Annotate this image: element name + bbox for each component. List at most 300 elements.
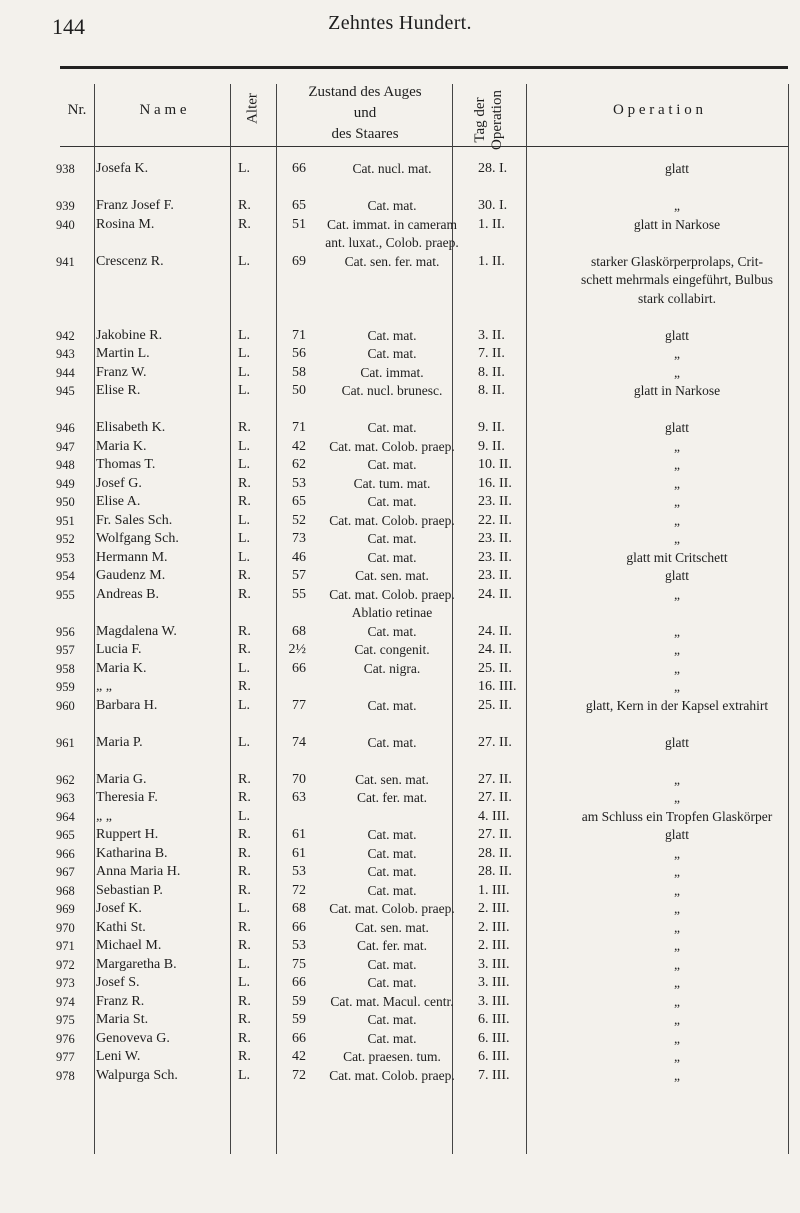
patient-age (256, 290, 306, 309)
case-number: 977 (56, 1050, 75, 1064)
eye-condition (306, 808, 478, 827)
patient-age: 58 (292, 364, 306, 380)
patient-age: 65 (292, 494, 306, 509)
operation-note: glatt, Kern in der Kapsel extrahirt (585, 697, 769, 713)
table-row (56, 974, 796, 993)
operation-date: 6. III. (478, 1012, 510, 1027)
operation-date: 23. II. (478, 531, 512, 546)
table-row (56, 456, 796, 475)
eye-side: L. (238, 438, 251, 454)
patient-name: Andreas B. (96, 586, 159, 602)
patient-name: Leni W. (96, 1049, 141, 1064)
patient-name: „ „ (96, 679, 112, 694)
table-row (56, 290, 796, 309)
header-nr: Nr. (67, 102, 87, 118)
operation-date: 8. II. (478, 383, 505, 398)
case-number: 960 (56, 698, 75, 713)
operation-note: „ (674, 771, 680, 787)
row-gap (56, 752, 796, 771)
eye-side: R. (238, 882, 251, 898)
operation-date: 27. II. (478, 827, 512, 842)
operation-note: glatt in Narkose (633, 383, 721, 398)
patient-age: 63 (292, 790, 306, 805)
eye-condition: Cat. mat. (367, 346, 417, 361)
eye-side (238, 604, 256, 623)
patient-name: Franz R. (96, 993, 145, 1009)
operation-date: 16. II. (478, 475, 512, 491)
eye-side: R. (238, 475, 251, 491)
operation-date (478, 234, 558, 253)
operation-date: 2. III. (478, 938, 510, 953)
table-row (56, 697, 796, 716)
operation-date: 3. III. (478, 956, 510, 972)
eye-condition: Cat. nigra. (363, 660, 421, 676)
operation-note: „ (674, 586, 680, 602)
patient-age: 71 (292, 420, 306, 435)
patient-name: Margaretha B. (96, 956, 177, 972)
patient-name: Magdalena W. (96, 623, 177, 639)
eye-condition: Cat. mat. (367, 549, 417, 565)
patient-age: 71 (292, 327, 306, 343)
operation-note: glatt (665, 734, 689, 750)
table-row (56, 345, 796, 364)
page-number: 144 (52, 14, 85, 39)
operation-date (478, 604, 558, 623)
eye-side: L. (238, 253, 251, 269)
case-number (56, 234, 96, 253)
eye-condition: Cat. mat. (367, 956, 417, 972)
eye-condition: Cat. mat. (367, 198, 417, 213)
operation-note: „ (674, 901, 680, 916)
operation-date: 3. III. (478, 993, 510, 1009)
operation-date: 6. III. (478, 1049, 510, 1064)
case-number: 976 (56, 1031, 75, 1046)
patient-age: 66 (292, 1030, 306, 1046)
eye-side: R. (238, 642, 251, 657)
table-row (56, 1011, 796, 1030)
operation-date: 24. II. (478, 623, 512, 639)
table-row (56, 1067, 796, 1086)
operation-note: „ (674, 956, 680, 972)
case-number: 974 (56, 994, 75, 1009)
patient-name: Katharina B. (96, 845, 168, 861)
header-rule (60, 146, 788, 147)
eye-side (238, 234, 256, 253)
table-row (56, 160, 796, 179)
patient-age: 56 (292, 346, 306, 361)
eye-condition: Cat. mat. (367, 1012, 417, 1027)
eye-side: L. (238, 734, 251, 750)
patient-age: 2½ (288, 642, 306, 657)
patient-age (256, 271, 306, 290)
case-number: 952 (56, 532, 75, 546)
eye-condition: Cat. congenit. (354, 642, 430, 657)
patient-name: Anna Maria H. (96, 864, 181, 879)
operation-note: glatt (665, 327, 689, 343)
eye-side: R. (238, 679, 251, 694)
case-number: 966 (56, 846, 75, 861)
table-row (56, 1030, 796, 1049)
patient-age: 52 (292, 512, 306, 528)
table-row (56, 863, 796, 882)
operation-date: 1. III. (478, 882, 510, 898)
patient-name: Ruppert H. (96, 827, 159, 842)
operation-note: glatt (665, 568, 689, 583)
row-gap (56, 715, 796, 734)
table-row (56, 604, 796, 623)
operation-date: 16. III. (478, 679, 517, 694)
table-row (56, 419, 796, 438)
eye-side: L. (238, 660, 251, 676)
operation-note: „ (674, 438, 680, 454)
row-gap (56, 401, 796, 420)
table-row (56, 530, 796, 549)
patient-name: Fr. Sales Sch. (96, 512, 173, 528)
patient-age (256, 604, 306, 623)
case-number: 973 (56, 976, 75, 990)
operation-note: „ (674, 919, 680, 935)
patient-name: Martin L. (96, 346, 150, 361)
operation-note: schett mehrmals eingeführt, Bulbus (581, 272, 773, 287)
table-row (56, 512, 796, 531)
eye-condition (306, 271, 478, 290)
eye-side: L. (238, 697, 251, 713)
case-number: 951 (56, 513, 75, 528)
patient-age: 61 (292, 827, 306, 842)
eye-side: L. (238, 901, 251, 916)
row-gap (56, 308, 796, 327)
eye-condition: Cat. nucl. brunesc. (341, 383, 443, 398)
operation-date: 22. II. (478, 512, 512, 528)
eye-side: R. (238, 216, 251, 232)
patient-name: Franz W. (96, 364, 147, 380)
eye-side: L. (238, 161, 251, 176)
eye-side (238, 290, 256, 309)
operation-date: 27. II. (478, 771, 512, 787)
operation-note: „ (674, 531, 680, 546)
case-number: 965 (56, 828, 75, 842)
patient-age: 72 (292, 1067, 306, 1083)
table-row (56, 937, 796, 956)
case-number: 944 (56, 365, 75, 380)
eye-side: L. (238, 327, 251, 343)
case-number (56, 604, 96, 623)
operation-date: 23. II. (478, 549, 512, 565)
table-row (56, 845, 796, 864)
operation-note: „ (674, 993, 680, 1009)
header-tag: Tag der Operation (472, 90, 505, 150)
operation-date (478, 271, 558, 290)
operation-date: 9. II. (478, 420, 505, 435)
case-number: 967 (56, 865, 75, 879)
top-rule (60, 66, 788, 69)
table-row (56, 234, 796, 253)
patient-name: Walpurga Sch. (96, 1067, 178, 1083)
eye-side: R. (238, 864, 251, 879)
operation-date: 1. II. (478, 216, 505, 232)
patient-age: 53 (292, 938, 306, 953)
case-number: 957 (56, 643, 75, 657)
patient-name: Maria St. (96, 1012, 149, 1027)
operation-date: 9. II. (478, 438, 505, 454)
operation-note: „ (674, 864, 680, 879)
patient-age: 74 (292, 734, 306, 750)
case-number: 978 (56, 1068, 75, 1083)
table-row (56, 771, 796, 790)
patient-age: 66 (292, 975, 306, 990)
case-number: 938 (56, 162, 75, 176)
case-number: 961 (56, 735, 75, 750)
case-number: 975 (56, 1013, 75, 1027)
case-number: 953 (56, 550, 75, 565)
header-name: N a m e (139, 102, 187, 118)
eye-condition: Cat. fer. mat. (356, 790, 428, 805)
operation-date: 24. II. (478, 642, 512, 657)
eye-condition: Cat. mat. Colob. praep. (329, 586, 455, 602)
operation-date: 10. II. (478, 457, 512, 472)
eye-side: R. (238, 420, 251, 435)
eye-side: L. (238, 956, 251, 972)
patient-age: 68 (292, 623, 306, 639)
case-number: 946 (56, 421, 75, 435)
eye-side: R. (238, 586, 251, 602)
operation-note: „ (674, 660, 680, 676)
table-row (56, 1048, 796, 1067)
eye-condition: Cat. mat. (367, 623, 417, 639)
eye-condition: Ablatio retinae (351, 605, 433, 620)
header-zustand-line: und (353, 105, 377, 121)
eye-condition: Cat. mat. (367, 531, 417, 546)
case-number: 939 (56, 199, 75, 213)
eye-side: L. (238, 383, 251, 398)
eye-condition: Cat. sen. mat. (355, 568, 429, 583)
operation-date: 27. II. (478, 734, 512, 750)
operation-note: „ (674, 1067, 680, 1083)
operation-date: 24. II. (478, 586, 512, 602)
patient-name: Rosina M. (96, 216, 155, 232)
operation-note: stark collabirt. (638, 290, 716, 306)
eye-side: R. (238, 198, 251, 213)
patient-name (96, 234, 238, 253)
operation-note: „ (674, 790, 680, 805)
patient-age: 73 (292, 531, 306, 546)
eye-condition: Cat. mat. Colob. praep. (329, 438, 455, 454)
operation-date: 4. III. (478, 808, 510, 824)
operation-date: 25. II. (478, 660, 512, 676)
operation-date: 30. I. (478, 198, 508, 213)
operation-note: am Schluss ein Tropfen Glaskörper (581, 808, 773, 824)
table-row (56, 789, 796, 808)
patient-age: 66 (292, 660, 306, 676)
running-head: Zehntes Hundert. (328, 12, 472, 34)
patient-name (96, 271, 238, 290)
table-row (56, 438, 796, 457)
case-number: 964 (56, 809, 75, 824)
eye-condition: Cat. mat. (367, 734, 417, 750)
patient-name: Jakobine R. (96, 327, 163, 343)
case-number: 950 (56, 495, 75, 509)
case-number: 959 (56, 680, 75, 694)
operation-note: „ (674, 642, 680, 657)
case-number: 947 (56, 439, 75, 454)
table-row (56, 475, 796, 494)
eye-side: L. (238, 346, 251, 361)
eye-side: L. (238, 549, 251, 565)
case-number: 943 (56, 347, 75, 361)
case-number: 954 (56, 569, 75, 583)
case-number: 949 (56, 476, 75, 491)
patient-name: Genoveva G. (96, 1030, 170, 1046)
patient-age: 53 (292, 475, 306, 491)
eye-side: R. (238, 1012, 251, 1027)
case-number: 942 (56, 328, 75, 343)
table-row (56, 734, 796, 753)
patient-name: Josef G. (96, 475, 142, 491)
eye-side: L. (238, 975, 251, 990)
table-row (56, 623, 796, 642)
eye-side: L. (238, 531, 251, 546)
eye-condition: Cat. mat. Colob. praep. (329, 901, 455, 916)
case-number (56, 290, 96, 309)
patient-age: 62 (292, 457, 306, 472)
patient-age: 42 (292, 438, 306, 454)
patient-age: 59 (292, 993, 306, 1009)
eye-side: R. (238, 919, 251, 935)
patient-name: Franz Josef F. (96, 198, 174, 213)
patient-age: 55 (292, 586, 306, 602)
eye-side: L. (238, 457, 251, 472)
table-row (56, 364, 796, 383)
patient-age: 72 (292, 882, 306, 898)
case-number: 971 (56, 939, 75, 953)
header-zustand-line: des Staares (331, 126, 399, 142)
patient-age (256, 234, 306, 253)
table-row (56, 900, 796, 919)
operation-note: „ (674, 457, 680, 472)
operation-note: glatt mit Critschett (626, 549, 728, 565)
operation-date: 7. II. (478, 346, 505, 361)
table-row (56, 956, 796, 975)
patient-age: 77 (292, 697, 306, 713)
eye-side: R. (238, 827, 251, 842)
case-number: 962 (56, 772, 75, 787)
patient-name: Gaudenz M. (96, 568, 166, 583)
operation-note: „ (674, 346, 680, 361)
patient-name: Thomas T. (96, 457, 156, 472)
header-alter: Alter (244, 93, 261, 124)
table-row (56, 678, 796, 697)
patient-name: Maria K. (96, 660, 147, 676)
eye-side: R. (238, 993, 251, 1009)
operation-note: „ (674, 975, 680, 990)
eye-side: L. (238, 1067, 251, 1083)
eye-condition: Cat. mat. (367, 975, 417, 990)
patient-name: Michael M. (96, 938, 162, 953)
eye-condition: Cat. sen. fer. mat. (344, 253, 440, 269)
patient-age: 70 (292, 771, 306, 787)
eye-side: R. (238, 1030, 251, 1046)
patient-name: Kathi St. (96, 919, 146, 935)
patient-name: Josefa K. (96, 161, 149, 176)
operation-date: 3. II. (478, 327, 505, 343)
patient-name: Maria P. (96, 734, 143, 750)
patient-age: 65 (292, 198, 306, 213)
patient-name: Josef S. (96, 975, 140, 990)
eye-condition (306, 678, 478, 697)
patient-name: „ „ (96, 808, 112, 824)
operation-note: „ (674, 494, 680, 509)
eye-side: R. (238, 790, 251, 805)
case-number: 941 (56, 254, 75, 269)
register-table (56, 160, 796, 1085)
eye-condition: Cat. tum. mat. (353, 475, 431, 491)
patient-name (96, 290, 238, 309)
operation-note: „ (674, 1012, 680, 1027)
patient-name: Elise A. (96, 494, 141, 509)
operation-date (478, 290, 558, 309)
patient-age: 68 (292, 901, 306, 916)
operation-date: 28. II. (478, 845, 512, 861)
operation-date: 28. II. (478, 864, 512, 879)
patient-name: Hermann M. (96, 549, 168, 565)
case-number: 956 (56, 624, 75, 639)
operation-date: 8. II. (478, 364, 505, 380)
case-number: 948 (56, 458, 75, 472)
patient-name: Barbara H. (96, 697, 158, 713)
operation-date: 2. III. (478, 919, 510, 935)
eye-side: R. (238, 568, 251, 583)
table-row (56, 882, 796, 901)
patient-name: Maria K. (96, 438, 147, 454)
operation-note: glatt in Narkose (633, 216, 721, 232)
operation-date: 23. II. (478, 568, 512, 583)
patient-age: 42 (292, 1049, 306, 1064)
eye-condition: Cat. fer. mat. (356, 938, 428, 953)
eye-condition: Cat. praesen. tum. (343, 1049, 441, 1064)
table-row (56, 660, 796, 679)
eye-side: R. (238, 1049, 251, 1064)
operation-date: 27. II. (478, 790, 512, 805)
eye-side: R. (238, 623, 251, 639)
operation-note (558, 604, 796, 623)
operation-note (558, 234, 796, 253)
eye-condition: Cat. mat. Colob. praep. (329, 512, 455, 528)
eye-side: L. (238, 808, 251, 824)
patient-name: Lucia F. (96, 642, 142, 657)
table-row (56, 493, 796, 512)
table-row (56, 919, 796, 938)
eye-side: R. (238, 938, 251, 953)
operation-note: „ (674, 679, 680, 694)
operation-note: „ (674, 1030, 680, 1046)
operation-date: 2. III. (478, 901, 510, 916)
header-operation: O p e r a t i o n (613, 102, 703, 118)
eye-condition: Cat. sen. mat. (355, 919, 429, 935)
operation-note: glatt (665, 827, 689, 842)
operation-note: glatt (665, 420, 689, 435)
table-row (56, 826, 796, 845)
operation-date: 1. II. (478, 253, 505, 269)
case-number: 940 (56, 217, 75, 232)
eye-side: R. (238, 845, 251, 861)
eye-side: L. (238, 364, 251, 380)
operation-date: 28. I. (478, 161, 508, 176)
patient-age: 66 (292, 161, 306, 176)
table-row (56, 327, 796, 346)
table-row (56, 216, 796, 235)
operation-note: „ (674, 198, 680, 213)
header-zustand-line: Zustand des Auges (308, 84, 422, 100)
